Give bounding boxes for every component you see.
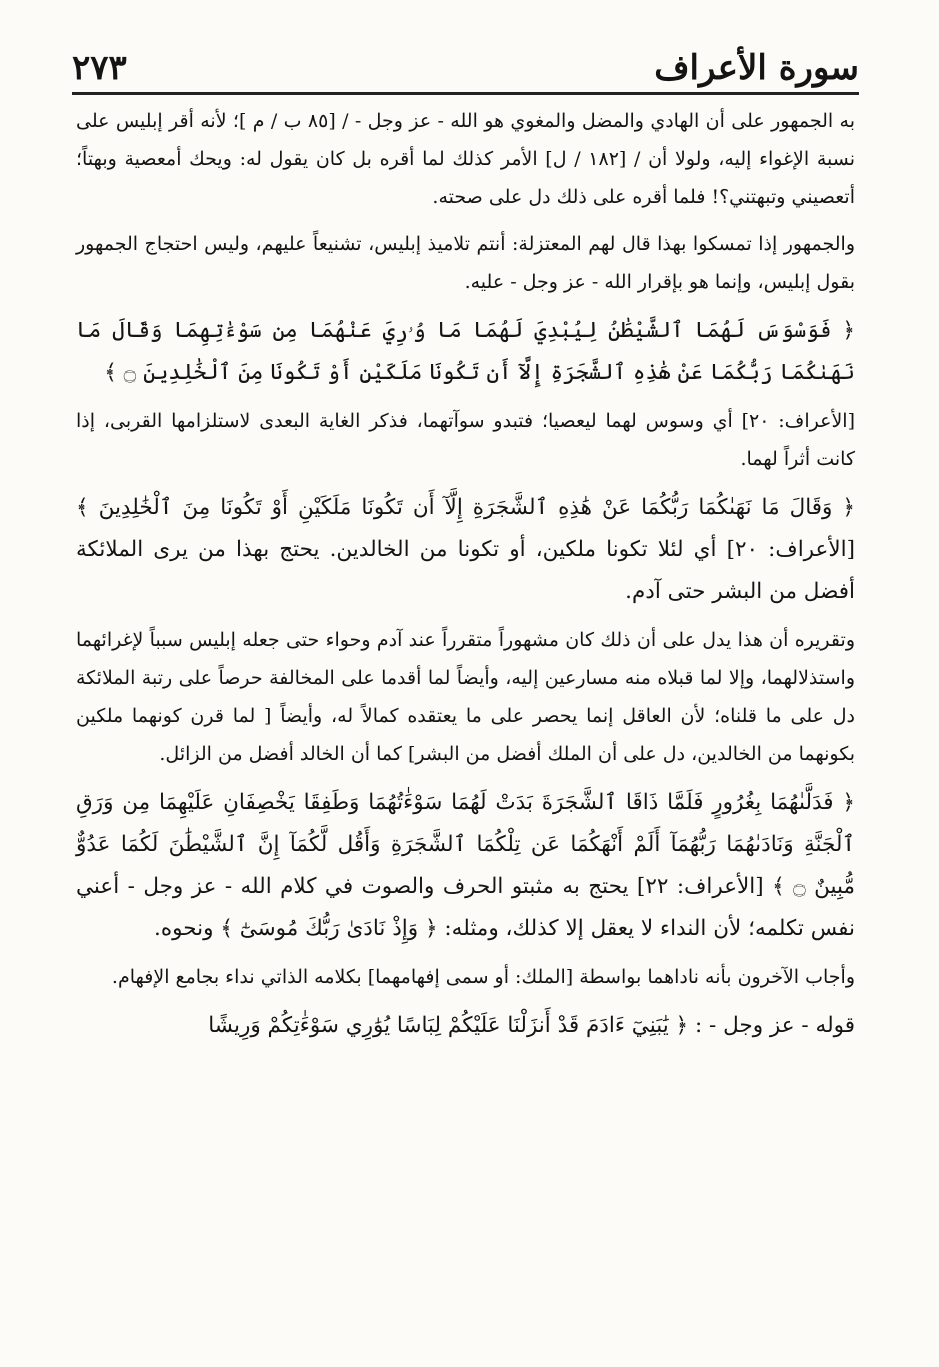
- paragraph: والجمهور إذا تمسكوا بهذا قال لهم المعتزلة: أنتم تلاميذ إبليس، تشنيعاً عليهم، وليس احتجاج الجمهور بقول إبليس، وإنما هو بإقرار الله - عز وجل - عليه.: [76, 233, 855, 293]
- quran-verse: ﴿ فَدَلَّىٰهُمَا بِغُرُورٍ فَلَمَّا ذَاقَا ٱلشَّجَرَةَ بَدَتْ لَهُمَا سَوْءَٰتُهُمَا وَطَفِقَا يَخْصِفَانِ عَلَيْهِمَا مِن وَرَقِ ٱلْجَنَّةِ وَنَادَىٰهُمَا رَبُّهُمَآ أَلَمْ أَنْهَكُمَا عَن تِلْكُمَا ٱلشَّجَرَةِ وَأَقُل لَّكُمَآ إِنَّ ٱلشَّيْطَٰنَ لَكُمَا عَدُوٌّ مُّبِينٌ ۝ ﴾ [الأعراف: ٢٢] يحتج به مثبتو الحرف والصوت في كلام الله - عز وجل - أعني نفس تكلمه؛ لأن النداء لا يعقل إلا كذلك، ومثله: ﴿ وَإِذْ نَادَىٰ رَبُّكَ مُوسَىٰٓ ﴾ ونحوه.: [76, 790, 856, 941]
- page-number: ٢٧٣: [72, 48, 127, 88]
- quran-verse: ﴿ فَوَسْوَسَ لَهُمَا ٱلشَّيْطَٰنُ لِيُبْدِيَ لَهُمَا مَا وُۥرِيَ عَنْهُمَا مِن سَوْءَٰتِهِمَا وَقَالَ مَا نَهَىٰكُمَا رَبُّكُمَا عَنْ هَٰذِهِ ٱلشَّجَرَةِ إِلَّآ أَن تَكُونَا مَلَكَيْنِ أَوْ تَكُونَا مِنَ ٱلْخَٰلِدِينَ ۝ ﴾: [76, 318, 855, 385]
- paragraph: [الأعراف: ٢٠] أي وسوس لهما ليعصيا؛ فتبدو سوآتهما، فذكر الغاية البعدى لاستلزامها القربى، إذا كانت أثراً لهما.: [76, 410, 855, 470]
- quran-verse: قوله - عز وجل - : ﴿ يَٰبَنِيٓ ءَادَمَ قَدْ أَنزَلْنَا عَلَيْكُمْ لِبَاسًا يُوَٰرِي سَوْءَٰتِكُمْ وَرِيشًا: [208, 1013, 855, 1038]
- quran-verse: ﴿ وَقَالَ مَا نَهَىٰكُمَا رَبُّكُمَا عَنْ هَٰذِهِ ٱلشَّجَرَةِ إِلَّآ أَن تَكُونَا مَلَكَيْنِ أَوْ تَكُونَا مِنَ ٱلْخَٰلِدِينَ ﴾ [الأعراف: ٢٠] أي لئلا تكونا ملكين، أو تكونا من الخالدين. يحتج بهذا من يرى الملائكة أفضل من البشر حتى آدم.: [76, 495, 855, 604]
- surah-title: سورة الأعراف: [654, 48, 859, 88]
- paragraph: وتقريره أن هذا يدل على أن ذلك كان مشهوراً متقرراً عند آدم وحواء حتى جعله إبليس سبباً لإغرائهما واستذلالهما، وإلا لما قبلاه منه مسارعين إليه، وأيضاً لما أقدما على المخالفة حرصاً على رتبة الملائكة دل على ما قلناه؛ لأن العاقل إنما يحصر على ما يعتقده كمالاً له، وأيضاً [ لما قرن كونهما ملكين بكونهما من الخالدين، دل على أن الملك أفضل من البشر] كما أن الخالد أفضل من الزائل.: [76, 629, 855, 765]
- paragraph: وأجاب الآخرون بأنه ناداهما بواسطة [الملك: أو سمى إفهامهما] بكلامه الذاتي نداء بجامع الإفهام.: [111, 966, 855, 988]
- paragraph: به الجمهور على أن الهادي والمضل والمغوي هو الله - عز وجل - / [٨٥ ب / م ]؛ لأنه أقر إبليس على نسبة الإغواء إليه، ولولا أن / [١٨٢ / ل] الأمر كذلك لما أقره بل كان يقول له: ويحك أمعصية وبهتاً؛ أتعصيني وتبهتني؟! فلما أقره على ذلك دل على صحته.: [76, 110, 855, 208]
- page-body: [76, 102, 855, 1055]
- header-divider: [72, 92, 859, 95]
- page-header: [72, 30, 859, 88]
